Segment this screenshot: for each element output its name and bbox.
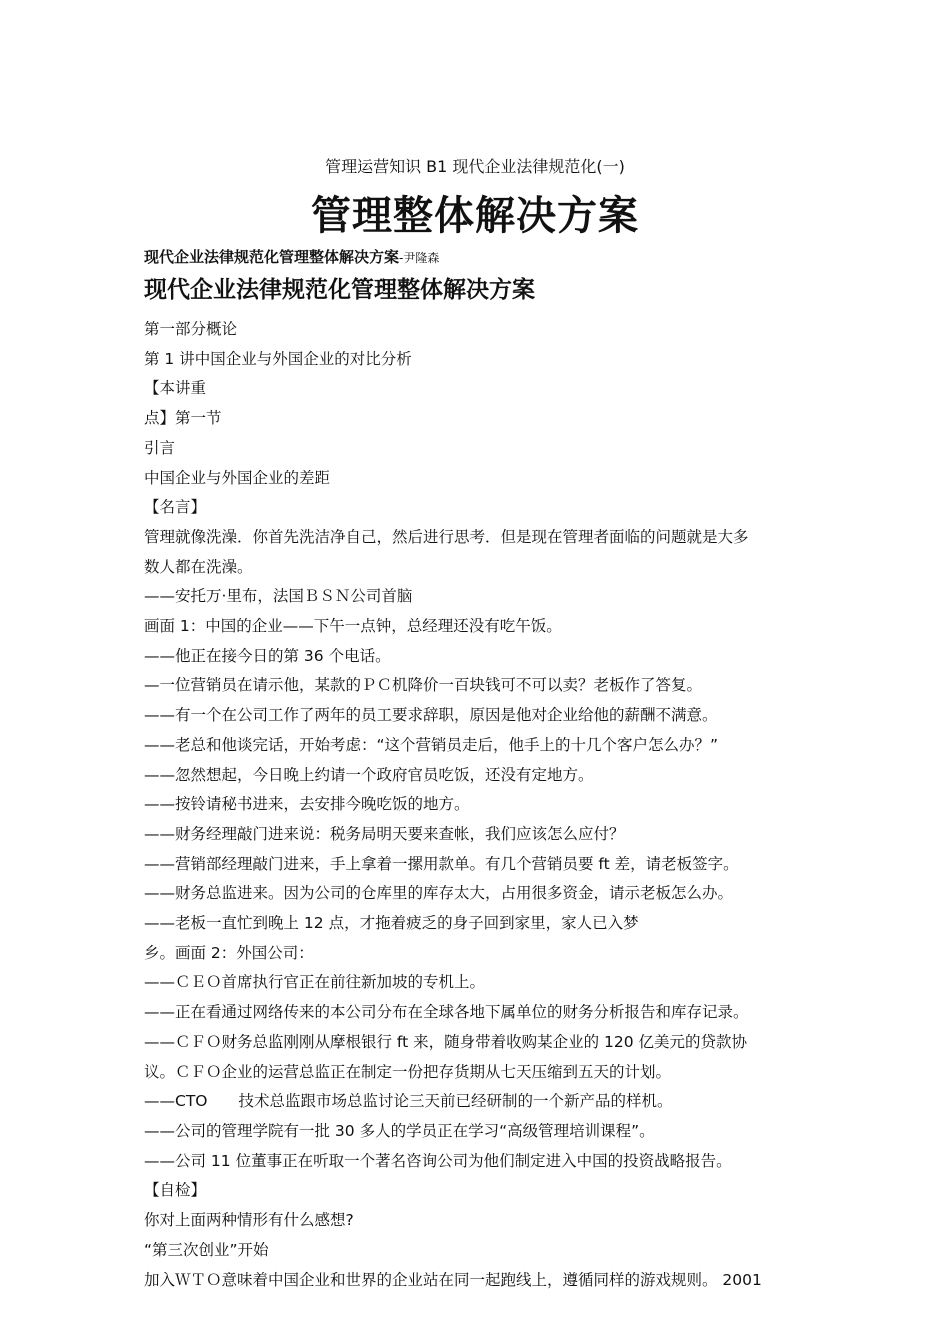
body-line: 【自检】 (144, 1181, 207, 1200)
body-line: 你对上面两种情形有什么感想? (144, 1211, 354, 1230)
body-line: ——财务经理敲门进来说：税务局明天要来查帐，我们应该怎么应付？ (144, 824, 625, 843)
body-line: 中国企业与外国企业的差距 (144, 468, 331, 487)
body-line: 【名言】 (144, 498, 207, 517)
body-line: ——老总和他谈完话，开始考虑：“这个营销员走后，他手上的十几个客户怎么办？” (144, 735, 719, 754)
body-line: ——ＣＥＯ首席执行官正在前往新加坡的专机上。 (144, 973, 486, 992)
body-line: ——他正在接今日的第 36 个电话。 (144, 646, 391, 665)
body-line: ——营销部经理敲门进来，手上拿着一摞用款单。有几个营销员要 ft 差，请老板签字。 (144, 854, 739, 873)
body-line: 画面 1：中国的企业——下午一点钟，总经理还没有吃午饭。 (144, 617, 562, 636)
body-line: 【本讲重 (144, 379, 207, 398)
body-line: ——忽然想起，今日晚上约请一个政府官员吃饭，还没有定地方。 (144, 765, 594, 784)
body-line: 引言 (144, 438, 176, 457)
body-line: ——正在看通过网络传来的本公司分布在全球各地下属单位的财务分析报告和库存记录。 (144, 1003, 749, 1022)
body-line: 议。ＣＦＯ企业的运营总监正在制定一份把存货期从七天压缩到五天的计划。 (144, 1062, 672, 1081)
body-line: ——公司 11 位董事正在听取一个著名咨询公司为他们制定进入中国的投资战略报告。 (144, 1151, 732, 1170)
main-title: 管理整体解决方案 (311, 193, 639, 239)
body-line: 第一部分概论 (144, 320, 238, 338)
body-line: —一位营销员在请示他，某款的ＰＣ机降价一百块钱可不可以卖？老板作了答复。 (144, 676, 703, 695)
subtitle-text: 现代企业法律规范化管理整体解决方案 (144, 248, 400, 266)
header-line: 管理运营知识 B1 现代企业法律规范化(一) (325, 157, 625, 176)
body-text (144, 315, 814, 1295)
body-line: 点】第一节 (144, 409, 222, 428)
body-line: ——ＣＦＯ财务总监刚刚从摩根银行 ft 来，随身带着收购某企业的 120 亿美元的贷款协 (144, 1032, 748, 1051)
body-line: 第 1 讲中国企业与外国企业的对比分析 (144, 349, 412, 368)
body-line: 管理就像洗澡．你首先洗洁净自己，然后进行思考．但是现在管理者面临的问题就是大多 (144, 527, 749, 546)
body-line: ——老板一直忙到晚上 12 点，才拖着疲乏的身子回到家里，家人已入梦 (144, 914, 639, 933)
body-line: ——安托万·里布，法国ＢＳＮ公司首脑 (144, 587, 413, 606)
body-line: ——按铃请秘书进来，去安排今晚吃饭的地方。 (144, 795, 470, 814)
body-line: 乡。画面 2：外国公司： (144, 943, 314, 962)
subtitle-author: -尹隆森 (399, 251, 440, 265)
body-line: 加入ＷＴＯ意味着中国企业和世界的企业站在同一起跑线上，遵循同样的游戏规则。 2001 (144, 1270, 762, 1289)
body-line: ——CTO 技术总监跟市场总监讨论三天前已经研制的一个新产品的样机。 (144, 1092, 673, 1111)
body-line: “第三次创业”开始 (144, 1240, 269, 1259)
subtitle (144, 247, 439, 268)
body-line: ——公司的管理学院有一批 30 多人的学员正在学习“高级管理培训课程”。 (144, 1121, 655, 1140)
section-title: 现代企业法律规范化管理整体解决方案 (144, 277, 535, 303)
body-line: ——有一个在公司工作了两年的员工要求辞职，原因是他对企业给他的薪酬不满意。 (144, 706, 718, 725)
body-line: 数人都在洗澡。 (144, 557, 253, 576)
body-line: ——财务总监进来。因为公司的仓库里的库存太大，占用很多资金，请示老板怎么办。 (144, 884, 734, 903)
